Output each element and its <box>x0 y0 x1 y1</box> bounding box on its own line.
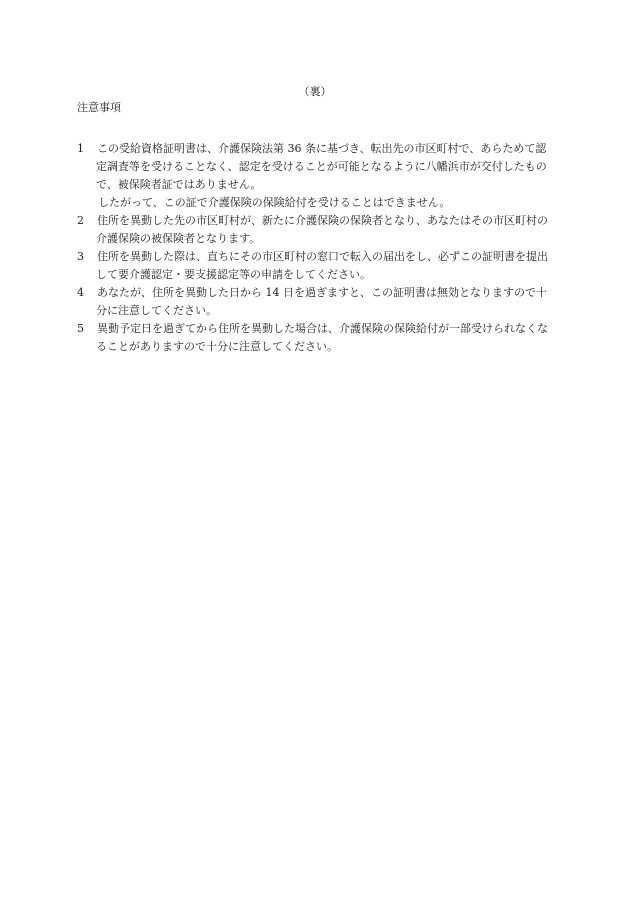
note-item-3 <box>77 248 555 284</box>
note-number: 1 <box>77 142 84 155</box>
notes-list <box>77 140 555 356</box>
note-number: 2 <box>77 214 84 227</box>
note-text: この受給資格証明書は、介護保険法第 36 条に基づき、転出先の市区町村で、あらためて認定調査等を受けることなく、認定を受けることが可能となるように八幡浜市が交付したもので、被保険者証ではありません。 <box>86 142 547 191</box>
note-item-4 <box>77 284 555 320</box>
note-text: あなたが、住所を異動した日から 14 日を過ぎますと、この証明書は無効となりますので十分に注意してください。 <box>86 286 547 317</box>
note-item-1 <box>77 140 555 194</box>
note-text: 異動予定日を過ぎてから住所を異動した場合は、介護保険の保険給付が一部受けられなくなることがありますので十分に注意してください。 <box>86 322 548 353</box>
note-text: 住所を異動した先の市区町村が、新たに介護保険の保険者となり、あなたはその市区町村の介護保険の被保険者となります。 <box>86 214 548 245</box>
reverse-side-label: （裏） <box>298 85 332 98</box>
note-text: したがって、この証で介護保険の保険給付を受けることはできません。 <box>98 196 451 209</box>
note-number: 5 <box>77 322 84 335</box>
note-item-5 <box>77 320 555 356</box>
note-number: 3 <box>77 250 84 263</box>
note-text: 住所を異動した際は、直ちにその市区町村の窓口で転入の届出をし、必ずこの証明書を提出して要介護認定・要支援認定等の申請をしてください。 <box>86 250 548 281</box>
note-item-1-continuation <box>77 194 555 212</box>
note-item-2 <box>77 212 555 248</box>
note-number: 4 <box>77 286 84 299</box>
page-title: 注意事項 <box>77 101 121 114</box>
